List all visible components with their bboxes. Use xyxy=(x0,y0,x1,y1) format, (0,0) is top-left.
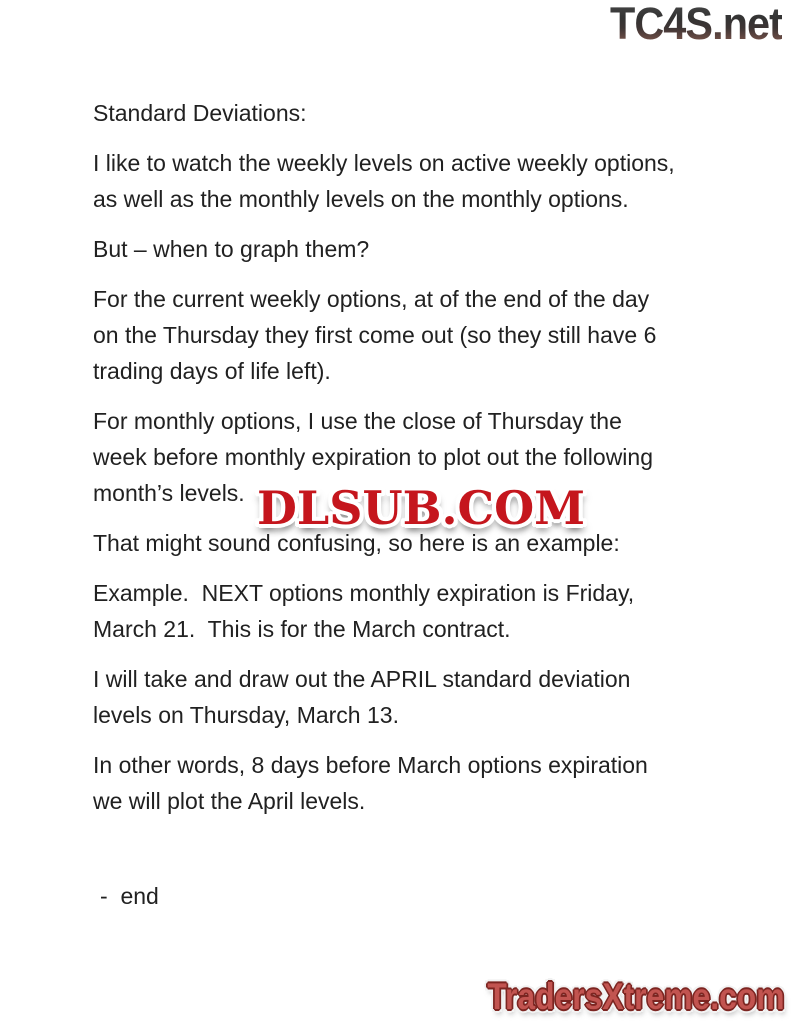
text-line: For the current weekly options, at of the end of the day xyxy=(93,286,650,312)
text-line: month’s levels. xyxy=(93,480,245,506)
paragraph xyxy=(93,661,718,733)
text-line: we will plot the April levels. xyxy=(93,788,366,814)
dlsub-watermark: DLSUB.COM xyxy=(257,481,586,535)
text-line: week before monthly expiration to plot out the following xyxy=(93,444,653,470)
tc4s-logo: TC4S.net xyxy=(609,0,782,49)
text-line: But – when to graph them? xyxy=(93,236,370,262)
text-line: levels on Thursday, March 13. xyxy=(93,702,399,728)
text-line: Standard Deviations: xyxy=(93,100,307,126)
paragraph xyxy=(93,145,718,217)
paragraph xyxy=(93,231,718,267)
paragraph xyxy=(93,575,718,647)
text-line: That might sound confusing, so here is an example: xyxy=(93,530,620,556)
text-line: as well as the monthly levels on the monthly options. xyxy=(93,186,629,212)
paragraph xyxy=(93,281,718,389)
text-line: - end xyxy=(100,883,159,909)
tradersxtreme-logo: TradersXtreme.com xyxy=(487,976,785,1017)
text-line: I will take and draw out the APRIL standard deviation xyxy=(93,666,631,692)
text-line: on the Thursday they first come out (so they still have 6 xyxy=(93,322,657,348)
text-line: In other words, 8 days before March options expiration xyxy=(93,752,648,778)
paragraph xyxy=(93,747,718,819)
text-line: Example. NEXT options monthly expiration is Friday, xyxy=(93,580,635,606)
text-line: For monthly options, I use the close of Thursday the xyxy=(93,408,622,434)
text-line: I like to watch the weekly levels on active weekly options, xyxy=(93,150,675,176)
text-line: March 21. This is for the March contract. xyxy=(93,616,511,642)
paragraph xyxy=(93,95,718,131)
paragraph xyxy=(93,878,718,914)
text-line: trading days of life left). xyxy=(93,358,331,384)
